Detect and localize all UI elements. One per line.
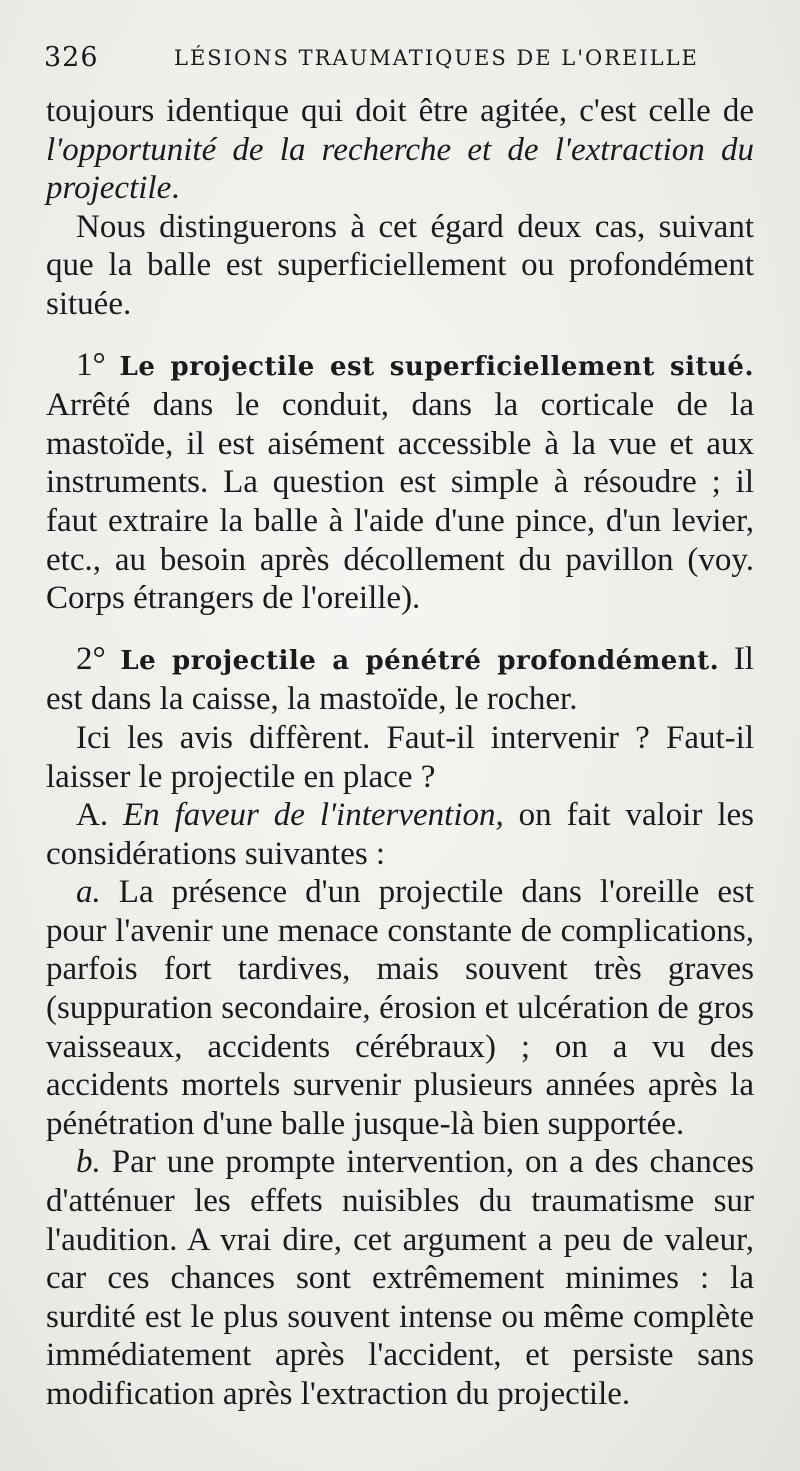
paragraph-7-text: La présence d'un projectile dans l'oreille est pour l'avenir une menace constante de complications, parfois fort tardives, mais souvent très graves (suppuration secondaire, érosion et ulcération de gros vaisseaux, accidents cérébraux) ; on a vu des accidents mortels survenir plusieurs années après la pénétration d'une balle jusque-là bien supportée. xyxy=(46,874,754,1142)
paragraph-7-marker: a. xyxy=(76,874,101,911)
paragraph-1-text-a: toujours identique qui doit être agitée, c'est celle de xyxy=(46,93,754,129)
running-head: LÉSIONS TRAUMATIQUES DE L'OREILLE xyxy=(174,46,699,70)
paragraph-5 xyxy=(46,719,754,796)
paragraph-6-italic: En faveur de l'intervention, xyxy=(123,797,504,834)
paragraph-4 xyxy=(46,640,754,719)
paragraph-8-marker: b. xyxy=(76,1144,101,1181)
paragraph-5-text: Ici les avis diffèrent. Faut-il intervenir ? Faut-il laisser le projectile en place ? xyxy=(46,719,754,795)
page-number: 326 xyxy=(44,42,99,73)
paragraph-3-text: Arrêté dans le conduit, dans la corticale de la mastoïde, il est aisément accessible à la vue et aux instruments. La question est simple à résoudre ; il faut extraire la balle à l'aide d'une pince, d'un levier, etc., au besoin après décollement du pavillon (voy. Corps étrangers de l'oreille). xyxy=(46,387,754,617)
section-1-heading: Le projectile est superficiellement situé. xyxy=(119,351,754,382)
paragraph-8-text: Par une prompte intervention, on a des chances d'atténuer les effets nuisibles du traumatisme sur l'audition. A vrai dire, cet argument a peu de valeur, car ces chances sont extrêmement minimes : la surdité est le plus souvent intense ou même complète immédiatement après l'accident, et persiste sans modification après l'extraction du projectile. xyxy=(46,1144,754,1412)
section-spacer xyxy=(46,324,754,346)
paragraph-6-text-b: on fait valoir les considérations suivantes : xyxy=(46,797,754,872)
paragraph-1-italic: l'opportunité de la recherche et de l'extraction du projectile xyxy=(46,131,754,207)
paragraph-1-text-b: . xyxy=(171,170,180,207)
page-header xyxy=(44,40,744,80)
section-1-number: 1° xyxy=(76,346,120,383)
section-2-number: 2° xyxy=(76,640,121,677)
paragraph-3 xyxy=(46,346,754,618)
section-2-heading: Le projectile a pénétré profondément. xyxy=(120,645,720,676)
paragraph-2-text: Nous distinguerons à cet égard deux cas, suivant que la balle est superficiellement ou profondément située. xyxy=(46,208,754,322)
body-text xyxy=(46,92,754,1414)
paragraph-7 xyxy=(46,873,754,1143)
paragraph-6-text-a: A. xyxy=(76,797,123,834)
paragraph-6 xyxy=(46,796,754,873)
paragraph-4-text: Il est dans la caisse, la mastoïde, le rocher. xyxy=(46,640,754,718)
paragraph-1 xyxy=(46,92,754,208)
section-spacer xyxy=(46,618,754,640)
paragraph-8 xyxy=(46,1143,754,1413)
paragraph-2 xyxy=(46,208,754,324)
